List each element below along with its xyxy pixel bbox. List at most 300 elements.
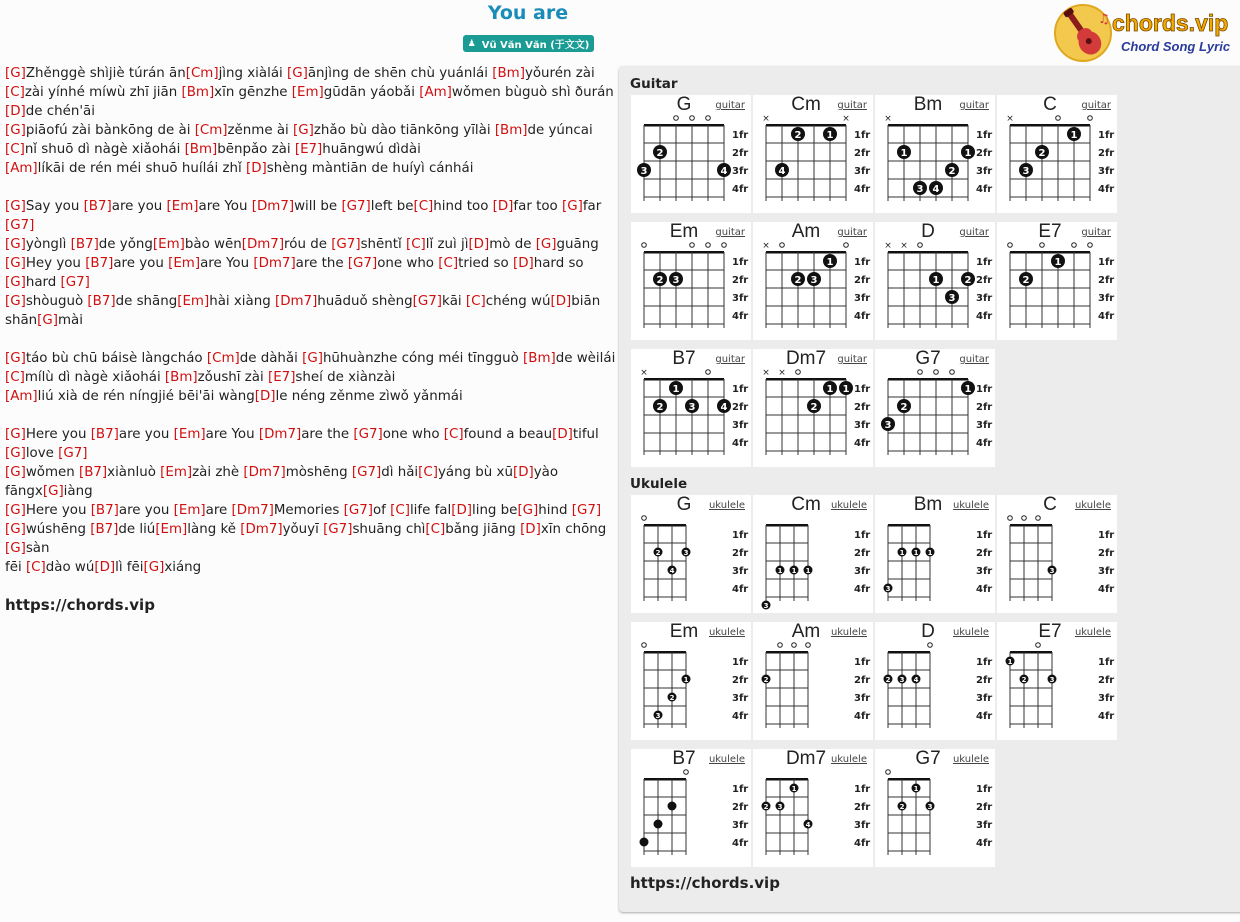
chord-link[interactable]: [G]	[143, 560, 165, 575]
fretboard-diagram	[875, 349, 995, 467]
chord-link[interactable]: [G]	[302, 351, 323, 366]
lyric-text: hūhuànzhe cóng méi tīngguò	[322, 351, 524, 366]
chord-link[interactable]: [G]	[37, 313, 58, 328]
fret-label: 2fr	[732, 402, 749, 413]
chord-link[interactable]: [G]	[5, 446, 26, 461]
open-string-mark	[706, 243, 711, 248]
instrument-link[interactable]: guitar	[715, 100, 745, 111]
chord-card-cm[interactable]	[753, 495, 873, 613]
chord-link[interactable]: [B7]	[87, 294, 116, 309]
fretboard-diagram	[753, 749, 873, 867]
lyric-text: xīn chōng	[540, 522, 607, 537]
lyric-text: shòuguò	[25, 294, 88, 309]
fret-label: 4fr	[976, 838, 993, 849]
instrument-link[interactable]: ukulele	[952, 500, 989, 511]
fret-label: 2fr	[976, 802, 993, 813]
fret-label: 4fr	[854, 584, 871, 595]
nut	[1010, 124, 1090, 127]
chord-link[interactable]: [G]	[293, 123, 314, 138]
finger-number: 3	[1049, 676, 1055, 684]
chord-link[interactable]: [Dm7]	[231, 503, 274, 518]
chord-link[interactable]: [Bm]	[523, 351, 556, 366]
chord-link[interactable]: [G]	[535, 237, 557, 252]
chord-name: B7	[672, 749, 696, 769]
lyric-line	[5, 425, 619, 463]
lyric-text: ānjìng de shēn chù yuánlái	[307, 66, 493, 81]
fret-label: 1fr	[976, 657, 993, 668]
chord-link[interactable]: [C]	[5, 370, 25, 385]
artist-badge[interactable]	[463, 35, 594, 52]
chord-card-g[interactable]	[631, 95, 751, 213]
chord-link[interactable]: [G]	[5, 465, 26, 480]
instrument-link[interactable]: guitar	[959, 227, 989, 238]
lyric-text: Here you	[25, 427, 91, 442]
chord-link[interactable]: [D]	[245, 161, 267, 176]
site-logo[interactable]	[1054, 3, 1234, 63]
fret-label: 1fr	[854, 784, 871, 795]
lyric-text: hard	[25, 275, 61, 290]
chord-link[interactable]: [G]	[5, 256, 26, 271]
chord-card-g7[interactable]	[875, 749, 995, 867]
chord-link[interactable]: [B7]	[83, 199, 112, 214]
fret-label: 1fr	[732, 657, 749, 668]
chord-link[interactable]: [B7]	[90, 522, 119, 537]
chord-link[interactable]: [G7]	[331, 237, 361, 252]
lyric-text: love	[25, 446, 59, 461]
lyric-line	[5, 349, 619, 368]
lyric-text: are the	[295, 256, 348, 271]
lyric-text: lǐ zuì jì	[425, 237, 469, 252]
chord-link[interactable]: [G]	[5, 541, 26, 556]
lyric-text: hài xiàng	[209, 294, 275, 309]
lyric-text: guāng	[556, 237, 599, 252]
chord-link[interactable]: [G]	[5, 294, 26, 309]
lyric-text: are You	[205, 427, 259, 442]
open-string-mark	[642, 243, 647, 248]
instrument-link[interactable]: ukulele	[952, 627, 989, 638]
chord-card-cm[interactable]	[753, 95, 873, 213]
finger-number: 2	[794, 275, 802, 286]
chord-link[interactable]: [G]	[5, 66, 26, 81]
site-url-footer[interactable]: https://chords.vip	[5, 596, 155, 614]
chord-link[interactable]: [B7]	[70, 237, 99, 252]
lyric-text: shèng màntiān de huíyì cánhái	[266, 161, 474, 176]
chord-link[interactable]: [G]	[42, 484, 64, 499]
lyric-line	[5, 64, 619, 83]
lyric-text: Zhěnggè shìjiè túrán ān	[25, 66, 186, 81]
instrument-link[interactable]: ukulele	[1074, 627, 1111, 638]
chord-link[interactable]: [D]	[5, 104, 26, 119]
chord-link[interactable]: [G]	[5, 275, 26, 290]
fretboard-diagram	[631, 222, 751, 340]
lyric-line	[5, 501, 619, 520]
finger-number: 1	[913, 785, 919, 793]
chord-link[interactable]: [Em]	[291, 85, 324, 100]
chord-link[interactable]: [Dm7]	[243, 465, 286, 480]
chord-link[interactable]: [Em]	[155, 522, 188, 537]
instrument-link[interactable]: guitar	[1081, 100, 1111, 111]
finger-dot	[654, 820, 663, 829]
fretboard-diagram	[631, 349, 751, 467]
chord-link[interactable]: [C]	[25, 560, 46, 575]
fret-label: 3fr	[732, 293, 749, 304]
finger-number: 2	[899, 803, 905, 811]
chord-link[interactable]: [Em]	[160, 465, 193, 480]
chord-card-c[interactable]	[997, 495, 1117, 613]
chord-link[interactable]: [Bm]	[494, 123, 528, 138]
fret-label: 2fr	[732, 148, 749, 159]
instrument-link[interactable]: ukulele	[708, 500, 745, 511]
chord-card-d[interactable]	[875, 222, 995, 340]
chord-link[interactable]: [G7]	[341, 199, 371, 214]
chord-link[interactable]: [Am]	[419, 85, 452, 100]
fret-label: 2fr	[1098, 548, 1115, 559]
finger-number: 2	[794, 130, 802, 141]
chord-card-bm[interactable]	[875, 495, 995, 613]
chord-card-bm[interactable]	[875, 95, 995, 213]
finger-number: 3	[899, 676, 905, 684]
chord-name: C	[1043, 495, 1057, 515]
chord-link[interactable]: [G]	[5, 351, 26, 366]
fret-label: 3fr	[854, 166, 871, 177]
person-icon: ♟	[467, 38, 476, 49]
finger-number: 4	[932, 184, 940, 195]
fret-label: 2fr	[976, 148, 993, 159]
open-string-mark	[690, 116, 695, 121]
lyrics-block	[5, 64, 619, 577]
nut	[766, 251, 846, 254]
chord-link[interactable]: [Em]	[168, 256, 201, 271]
chord-link[interactable]: [C]	[418, 465, 438, 480]
fret-label: 1fr	[732, 257, 749, 268]
finger-number: 1	[964, 384, 972, 395]
chord-link[interactable]: [Em]	[173, 427, 206, 442]
chord-link[interactable]: [G]	[561, 199, 583, 214]
fret-label: 4fr	[976, 711, 993, 722]
finger-number: 2	[900, 402, 908, 413]
chord-link[interactable]: [C]	[5, 142, 25, 157]
lyric-text: chéng wú	[485, 294, 551, 309]
lyric-text: bào wēn	[184, 237, 242, 252]
instrument-link[interactable]: guitar	[837, 100, 867, 111]
lyric-text: one who	[377, 256, 439, 271]
chord-link[interactable]: [Am]	[5, 389, 38, 404]
chord-link[interactable]: [D]	[94, 560, 116, 575]
chord-card-e7[interactable]	[997, 222, 1117, 340]
chord-name: E7	[1038, 622, 1062, 642]
instrument-link[interactable]: guitar	[959, 354, 989, 365]
lyric-text: Memories	[273, 503, 344, 518]
lyric-text: are You	[200, 256, 254, 271]
fret-label: 4fr	[854, 838, 871, 849]
muted-string-mark: ×	[884, 241, 892, 251]
chord-link[interactable]: [D]	[552, 427, 573, 442]
chord-link[interactable]: [Dm7]	[240, 522, 283, 537]
chord-link[interactable]: [B7]	[85, 256, 114, 271]
chord-link[interactable]: [D]	[550, 294, 572, 309]
chord-link[interactable]: [E7]	[267, 370, 296, 385]
fret-label: 4fr	[1098, 311, 1115, 322]
lyric-text: hind too	[433, 199, 493, 214]
lyric-text: yònglì	[25, 237, 71, 252]
fret-label: 1fr	[732, 130, 749, 141]
artist-name: Vũ Văn Văn (于文文)	[481, 40, 590, 51]
chord-link[interactable]: [Cm]	[185, 66, 219, 81]
chord-link[interactable]: [D]	[254, 389, 276, 404]
chord-link[interactable]: [D]	[520, 522, 541, 537]
chord-name: Dm7	[785, 349, 827, 369]
finger-number: 1	[683, 676, 689, 684]
fret-label: 3fr	[854, 693, 871, 704]
lyric-line	[5, 83, 619, 121]
chord-link[interactable]: [Em]	[152, 237, 185, 252]
chord-link[interactable]: [E7]	[294, 142, 323, 157]
chord-link[interactable]: [Bm]	[181, 85, 215, 100]
nut	[888, 524, 930, 527]
finger-number: 2	[1022, 275, 1030, 286]
chord-link[interactable]: [C]	[438, 256, 459, 271]
lyric-text: nǐ shuō dì nàgè xiǎohái	[24, 142, 185, 157]
lyric-text: wǒmen	[25, 465, 79, 480]
chord-link[interactable]: [Dm7]	[274, 294, 318, 309]
site-url-panel[interactable]: https://chords.vip	[630, 874, 780, 892]
chord-link[interactable]: [D]	[451, 503, 472, 518]
chord-name: Bm	[913, 95, 943, 115]
fret-label: 4fr	[854, 711, 871, 722]
chord-link[interactable]: [Dm7]	[253, 256, 296, 271]
nut	[766, 524, 808, 527]
nut	[766, 124, 846, 127]
chord-link[interactable]: [G7]	[351, 465, 382, 480]
muted-string-mark: ×	[1006, 114, 1014, 124]
chord-link[interactable]: [G7]	[412, 294, 442, 309]
lyric-text: life fal	[409, 503, 452, 518]
finger-number: 1	[826, 384, 834, 395]
chord-link[interactable]: [Dm7]	[241, 237, 285, 252]
lyric-text: tiful	[572, 427, 599, 442]
chord-card-e7[interactable]	[997, 622, 1117, 740]
fret-label: 3fr	[976, 693, 993, 704]
instrument-link[interactable]: ukulele	[708, 627, 745, 638]
lyric-text: are you	[113, 256, 169, 271]
chord-link[interactable]: [G7]	[5, 218, 35, 233]
chord-link[interactable]: [Cm]	[206, 351, 240, 366]
finger-number: 3	[640, 166, 648, 177]
lyric-text: mò de	[489, 237, 536, 252]
lyric-text: are	[205, 503, 232, 518]
fret-label: 3fr	[976, 293, 993, 304]
nut	[644, 778, 686, 781]
chord-card-g7[interactable]	[875, 349, 995, 467]
chord-card-b7[interactable]	[631, 349, 751, 467]
nut	[766, 651, 808, 654]
chord-link[interactable]: [Dm7]	[251, 199, 295, 214]
lyric-text: de liú	[118, 522, 156, 537]
chord-link[interactable]: [Cm]	[194, 123, 228, 138]
fretboard-diagram	[997, 95, 1117, 213]
finger-number: 3	[884, 420, 892, 431]
finger-number: 3	[885, 585, 891, 593]
chord-link[interactable]: [Bm]	[492, 66, 525, 81]
chord-link[interactable]: [G7]	[347, 256, 378, 271]
finger-number: 4	[720, 166, 728, 177]
chord-link[interactable]: [Am]	[5, 161, 38, 176]
lyric-text: de yúncai	[527, 123, 593, 138]
chord-link[interactable]: [D]	[512, 256, 534, 271]
lyric-line	[5, 159, 619, 178]
chord-card-dm7[interactable]	[753, 749, 873, 867]
fret-label: 2fr	[1098, 148, 1115, 159]
chord-link[interactable]: [B7]	[79, 465, 108, 480]
instrument-link[interactable]: guitar	[715, 354, 745, 365]
chord-link[interactable]: [G7]	[323, 522, 353, 537]
finger-number: 4	[778, 166, 786, 177]
chord-link[interactable]: [G]	[5, 503, 26, 518]
chord-link[interactable]: [B7]	[90, 427, 119, 442]
lyric-text: of	[372, 503, 391, 518]
fret-label: 2fr	[854, 802, 871, 813]
fret-label: 4fr	[732, 584, 749, 595]
chord-link[interactable]: [G]	[517, 503, 539, 518]
chord-link[interactable]: [G7]	[60, 275, 90, 290]
open-string-mark	[792, 643, 797, 648]
lyric-text: biān shān	[5, 294, 601, 328]
finger-number: 2	[655, 549, 661, 557]
chord-name: G	[676, 495, 692, 515]
chord-link[interactable]: [Em]	[173, 503, 206, 518]
chord-link[interactable]: [G7]	[353, 427, 383, 442]
fret-label: 1fr	[854, 130, 871, 141]
chord-link[interactable]: [G7]	[58, 446, 88, 461]
chord-link[interactable]: [C]	[5, 85, 25, 100]
lyric-line	[5, 463, 619, 501]
instrument-link[interactable]: ukulele	[830, 754, 867, 765]
instrument-link[interactable]: guitar	[1081, 227, 1111, 238]
instrument-link[interactable]: guitar	[715, 227, 745, 238]
chord-link[interactable]: [Bm]	[164, 370, 198, 385]
lyric-text: huāduǒ shèng	[317, 294, 413, 309]
fretboard-diagram	[753, 95, 873, 213]
chord-card-b7[interactable]	[631, 749, 751, 867]
finger-number: 4	[720, 402, 728, 413]
lyric-text: Here you	[25, 503, 91, 518]
open-string-mark	[1056, 116, 1061, 121]
instrument-link[interactable]: ukulele	[830, 500, 867, 511]
fret-label: 4fr	[976, 311, 993, 322]
fret-label: 3fr	[732, 566, 749, 577]
instrument-link[interactable]: guitar	[837, 354, 867, 365]
chord-link[interactable]: [D]	[512, 465, 534, 480]
chord-link[interactable]: [G]	[5, 522, 26, 537]
open-string-mark	[1036, 516, 1041, 521]
finger-number: 1	[913, 549, 919, 557]
instrument-link[interactable]: ukulele	[708, 754, 745, 765]
chord-link[interactable]: [C]	[413, 199, 434, 214]
lyric-text: are you	[118, 427, 174, 442]
finger-number: 2	[885, 676, 891, 684]
muted-string-mark: ×	[900, 241, 908, 251]
instrument-link[interactable]: guitar	[837, 227, 867, 238]
instrument-link[interactable]: ukulele	[1074, 500, 1111, 511]
lyric-text: xiáng	[164, 560, 202, 575]
chord-link[interactable]: [C]	[390, 503, 410, 518]
chord-card-am[interactable]	[753, 622, 873, 740]
chord-link[interactable]: [C]	[405, 237, 426, 252]
chord-card-c[interactable]	[997, 95, 1117, 213]
chord-link[interactable]: [C]	[443, 427, 464, 442]
lyric-text: dào wú	[45, 560, 95, 575]
chord-link[interactable]: [D]	[492, 199, 514, 214]
chord-link[interactable]: [G7]	[571, 503, 602, 518]
chord-name: Em	[669, 622, 699, 642]
lyric-text: shuāng chì	[352, 522, 426, 537]
open-string-mark	[722, 243, 727, 248]
lyric-text: far too	[513, 199, 562, 214]
fretboard-diagram	[631, 495, 751, 613]
chord-link[interactable]: [Em]	[177, 294, 210, 309]
fret-label: 4fr	[732, 184, 749, 195]
muted-string-mark: ×	[778, 368, 786, 378]
chord-link[interactable]: [G]	[5, 123, 26, 138]
instrument-link[interactable]: guitar	[959, 100, 989, 111]
chord-card-em[interactable]	[631, 622, 751, 740]
finger-number: 1	[842, 384, 850, 395]
chord-link[interactable]: [G]	[287, 66, 308, 81]
lyric-text: kāi	[441, 294, 466, 309]
chord-name: Em	[669, 222, 699, 242]
chord-card-dm7[interactable]	[753, 349, 873, 467]
chord-link[interactable]: [G7]	[343, 503, 373, 518]
chord-link[interactable]: [Em]	[166, 199, 199, 214]
finger-number: 1	[826, 130, 834, 141]
fretboard-diagram	[753, 495, 873, 613]
chord-card-em[interactable]	[631, 222, 751, 340]
chord-link[interactable]: [G]	[5, 199, 26, 214]
chord-link[interactable]: [D]	[468, 237, 490, 252]
nut	[888, 251, 968, 254]
chord-card-d[interactable]	[875, 622, 995, 740]
chord-link[interactable]: [B7]	[90, 503, 119, 518]
chord-card-am[interactable]	[753, 222, 873, 340]
fret-label: 2fr	[854, 275, 871, 286]
chord-link[interactable]: [C]	[465, 294, 486, 309]
chord-link[interactable]: [Bm]	[184, 142, 218, 157]
chord-link[interactable]: [G]	[5, 237, 26, 252]
finger-number: 2	[948, 166, 956, 177]
fretboard-diagram	[753, 622, 873, 740]
chord-name: D	[921, 622, 935, 642]
open-string-mark	[674, 116, 679, 121]
chord-name: Bm	[913, 495, 943, 515]
chord-name: E7	[1038, 222, 1062, 242]
chord-link[interactable]: [Dm7]	[258, 427, 302, 442]
chord-link[interactable]: [C]	[425, 522, 446, 537]
fretboard-diagram	[753, 349, 873, 467]
muted-string-mark: ×	[842, 114, 850, 124]
instrument-link[interactable]: ukulele	[952, 754, 989, 765]
instrument-link[interactable]: ukulele	[830, 627, 867, 638]
lyric-text: fēi	[5, 560, 26, 575]
fretboard-diagram	[997, 495, 1117, 613]
finger-number: 1	[1007, 658, 1013, 666]
finger-number: 4	[913, 676, 919, 684]
fret-label: 1fr	[854, 530, 871, 541]
chord-card-g[interactable]	[631, 495, 751, 613]
chord-link[interactable]: [G]	[5, 427, 26, 442]
lyric-text: far	[582, 199, 602, 214]
lyric-text: gūdān yáobǎi	[323, 85, 420, 100]
open-string-mark	[706, 370, 711, 375]
